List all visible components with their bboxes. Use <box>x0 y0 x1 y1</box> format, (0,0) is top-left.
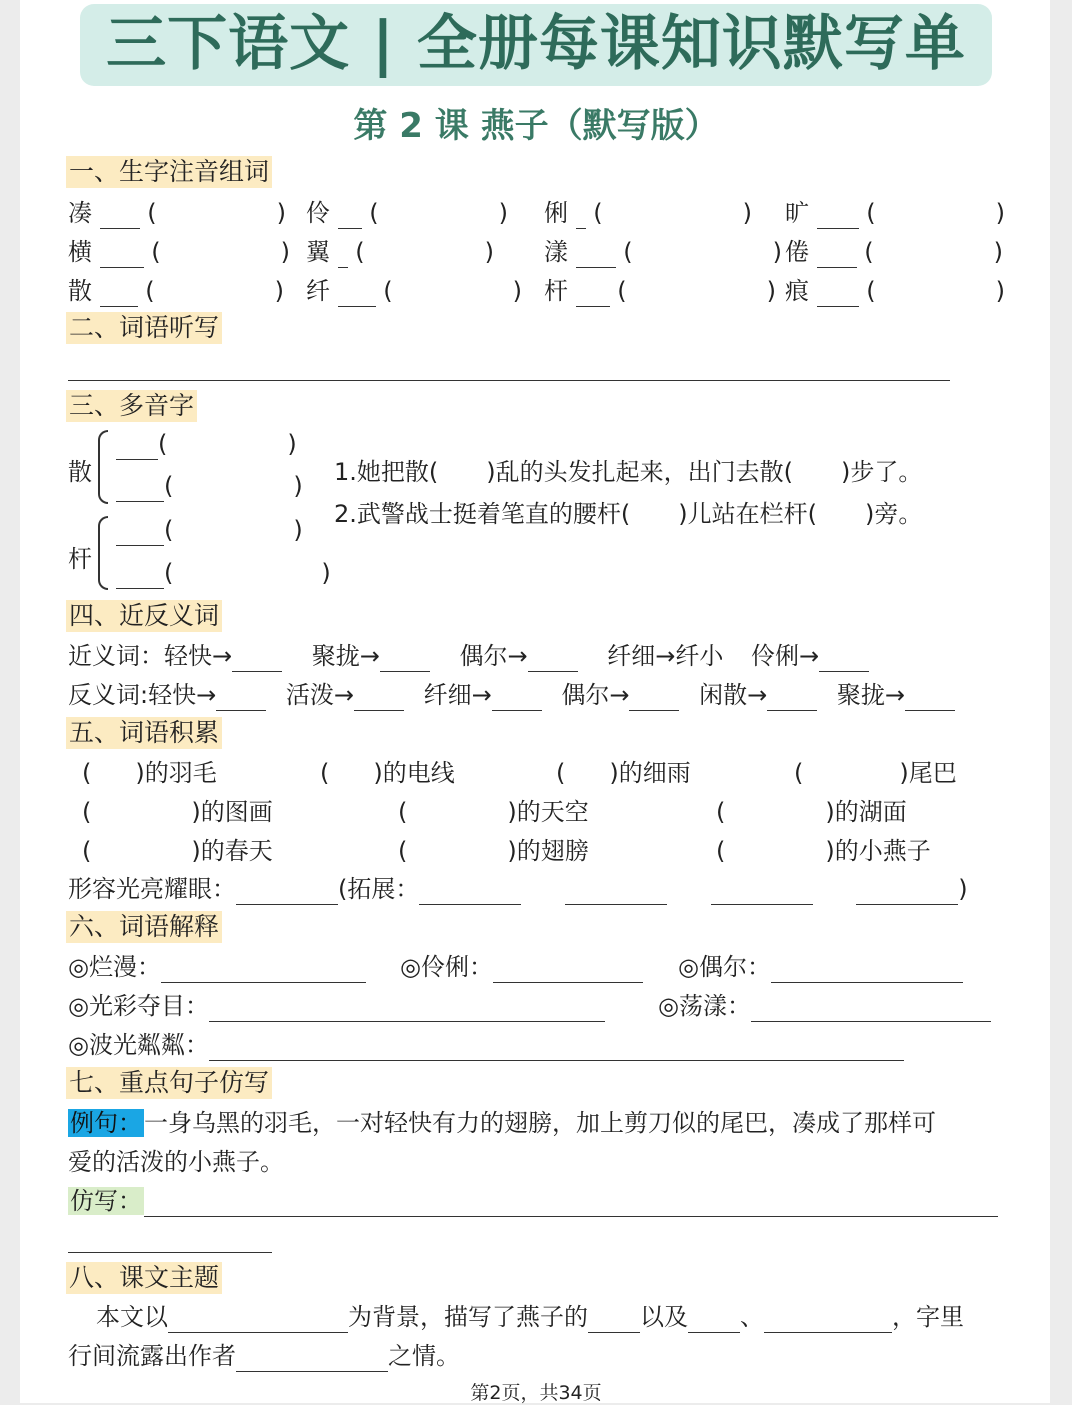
definition-dangyang <box>658 990 991 1022</box>
example-sentence-line-2: 爱的活泼的小燕子。 <box>68 1148 284 1176</box>
answer-blank[interactable] <box>856 878 958 905</box>
word-group-item: 散 ( ) <box>68 277 285 305</box>
theme-text: 为背景，描写了燕子的 <box>348 1303 588 1331</box>
theme-paragraph-line-2 <box>68 1340 460 1372</box>
polyphone-char-gan: 杆 <box>68 545 92 573</box>
pinyin-blank[interactable] <box>817 280 859 307</box>
polyphone-sentence-1: 1.她把散( )乱的头发扎起来，出门去散( )步了。 <box>334 458 923 486</box>
answer-blank[interactable] <box>209 1034 904 1061</box>
dictation-line[interactable] <box>68 380 950 381</box>
definition-word: ◎偶尔： <box>678 953 771 981</box>
answer-blank[interactable] <box>767 684 817 711</box>
polyphone-gan-2: ( ) <box>116 557 331 589</box>
definition-word: ◎荡漾： <box>658 992 751 1020</box>
pinyin-blank[interactable] <box>100 280 138 307</box>
bright-label: 形容光亮耀眼： <box>68 875 236 903</box>
answer-blank[interactable] <box>905 684 955 711</box>
example-label: 例句： <box>70 1109 142 1137</box>
answer-blank[interactable] <box>688 1306 740 1333</box>
phrase-item: ( )的细雨 <box>556 759 691 787</box>
phrase-text: )尾巴 <box>899 759 957 787</box>
pinyin-blank[interactable] <box>338 280 376 307</box>
phrase-item: ( )的翅膀 <box>398 837 589 865</box>
theme-text: 、 <box>740 1303 764 1331</box>
word-group-item: 俐 ( ) <box>544 199 753 227</box>
answer-blank[interactable] <box>565 878 667 905</box>
pinyin-blank[interactable] <box>116 475 164 502</box>
definition-guangcai <box>68 990 605 1022</box>
phrase-item: ( )尾巴 <box>794 759 957 787</box>
polyphone-gan-1: ( ) <box>116 514 303 546</box>
polyphone-san-2: ( ) <box>116 470 303 502</box>
pinyin-blank[interactable] <box>817 202 859 229</box>
antonym-item: 活泼→ <box>285 681 354 709</box>
answer-blank[interactable] <box>528 645 578 672</box>
answer-blank[interactable] <box>819 645 869 672</box>
antonym-item: 闲散→ <box>699 681 768 709</box>
imitation-label: 仿写： <box>70 1187 142 1215</box>
word-group-item: 倦 ( ) <box>785 238 1004 266</box>
phrase-text: )的细雨 <box>609 759 691 787</box>
definition-word: ◎波光粼粼： <box>68 1031 209 1059</box>
pinyin-blank[interactable] <box>100 202 140 229</box>
bright-words-row: 形容光亮耀眼： (拓展： ) <box>68 875 968 903</box>
polyphone-char-san: 散 <box>68 458 92 486</box>
section-8-heading: 八、课文主题 <box>66 1262 222 1294</box>
phrase-text: )的天空 <box>507 798 589 826</box>
definition-word: ◎伶俐： <box>400 953 493 981</box>
character: 俐 <box>544 199 568 227</box>
answer-blank[interactable] <box>144 1190 998 1217</box>
theme-paragraph-line-1 <box>96 1301 964 1333</box>
word-group-item: 纤 ( ) <box>306 277 523 305</box>
word-group-item: 横 ( ) <box>68 238 291 266</box>
page-footer: 第2页，共34页 <box>470 1382 602 1404</box>
character: 横 <box>68 238 92 266</box>
answer-blank[interactable] <box>161 956 366 983</box>
answer-blank[interactable] <box>764 1306 892 1333</box>
pinyin-blank[interactable] <box>817 241 857 268</box>
answer-blank[interactable] <box>168 1306 348 1333</box>
answer-blank[interactable] <box>236 1345 388 1372</box>
answer-blank[interactable] <box>751 995 991 1022</box>
phrase-item: ( )的小燕子 <box>716 837 931 865</box>
phrase-item: ( )的天空 <box>398 798 589 826</box>
pinyin-blank[interactable] <box>576 202 586 229</box>
imitation-row <box>68 1185 998 1217</box>
definition-lingli <box>400 951 643 983</box>
theme-text: 本文以 <box>96 1303 168 1331</box>
antonym-label: 反义词: <box>68 681 149 709</box>
answer-blank[interactable] <box>771 956 963 983</box>
character: 杆 <box>544 277 568 305</box>
character: 倦 <box>785 238 809 266</box>
answer-blank[interactable] <box>629 684 679 711</box>
polyphone-san-1: ( ) <box>116 428 297 460</box>
phrase-text: )的电线 <box>373 759 455 787</box>
character: 散 <box>68 277 92 305</box>
word-group-item: 伶 ( ) <box>306 199 509 227</box>
polyphone-sentence-2: 2.武警战士挺着笔直的腰杆( )儿站在栏杆( )旁。 <box>334 500 923 528</box>
synonyms-row <box>68 640 869 672</box>
synonym-label: 近义词： <box>68 642 164 670</box>
antonym-item: 聚拢→ <box>836 681 905 709</box>
theme-text: 以及 <box>640 1303 688 1331</box>
synonym-item: 伶俐→ <box>751 642 820 670</box>
character: 伶 <box>306 199 330 227</box>
section-6-heading: 六、词语解释 <box>66 911 222 943</box>
brace-san <box>98 430 108 504</box>
answer-blank[interactable] <box>419 878 521 905</box>
section-7-heading: 七、重点句子仿写 <box>66 1067 272 1099</box>
section-2-heading: 二、词语听写 <box>66 312 222 344</box>
answer-blank[interactable] <box>209 995 605 1022</box>
phrase-text: )的湖面 <box>825 798 907 826</box>
synonym-item: 纤细→纤小 <box>607 642 724 670</box>
answer-blank[interactable] <box>492 684 542 711</box>
example-sentence-line-1 <box>68 1107 936 1139</box>
answer-blank[interactable] <box>232 645 282 672</box>
pinyin-blank[interactable] <box>338 241 348 268</box>
example-text: 一身乌黑的羽毛，一对轻快有力的翅膀，加上剪刀似的尾巴，凑成了那样可 <box>144 1109 936 1137</box>
word-group-item: 凑 ( ) <box>68 199 287 227</box>
phrase-item: ( )的电线 <box>320 759 455 787</box>
definition-boguang <box>68 1029 904 1061</box>
word-group-item: 痕 ( ) <box>785 277 1006 305</box>
phrase-text: )的图画 <box>191 798 273 826</box>
section-4-heading: 四、近反义词 <box>66 600 222 632</box>
pinyin-blank[interactable] <box>116 433 158 460</box>
answer-blank[interactable] <box>380 645 430 672</box>
word-group-item: 旷 ( ) <box>785 199 1006 227</box>
pinyin-blank[interactable] <box>100 241 144 268</box>
pinyin-blank[interactable] <box>576 280 610 307</box>
definition-ouer <box>678 951 963 983</box>
answer-blank[interactable] <box>236 878 338 905</box>
banner-title: 三下语文 | 全册每课知识默写单 <box>106 9 966 79</box>
phrase-item: ( )的图画 <box>82 798 273 826</box>
word-group-item: 翼 ( ) <box>306 238 495 266</box>
character: 翼 <box>306 238 330 266</box>
theme-text: 之情。 <box>388 1342 460 1370</box>
definition-lanman <box>68 951 366 983</box>
answer-blank[interactable] <box>588 1306 640 1333</box>
imitation-line-2[interactable] <box>68 1252 272 1253</box>
phrase-item: ( )的春天 <box>82 837 273 865</box>
answer-blank[interactable] <box>711 878 813 905</box>
phrase-text: )的羽毛 <box>135 759 217 787</box>
character: 痕 <box>785 277 809 305</box>
pinyin-blank[interactable] <box>338 202 362 229</box>
phrase-text: )的小燕子 <box>825 837 931 865</box>
pinyin-blank[interactable] <box>116 519 164 546</box>
antonym-item: 轻快→ <box>148 681 217 709</box>
lesson-title: 第 2 课 燕子（默写版） <box>353 106 719 146</box>
answer-blank[interactable] <box>354 684 404 711</box>
character: 漾 <box>544 238 568 266</box>
answer-blank[interactable] <box>493 956 643 983</box>
section-5-heading: 五、词语积累 <box>66 717 222 749</box>
section-3-heading: 三、多音字 <box>66 390 197 422</box>
answer-blank[interactable] <box>216 684 266 711</box>
definition-word: ◎烂漫： <box>68 953 161 981</box>
section-1-heading: 一、生字注音组词 <box>66 156 272 188</box>
word-group-item: 杆 ( ) <box>544 277 777 305</box>
theme-text: ，字里 <box>892 1303 964 1331</box>
antonym-item: 纤细→ <box>423 681 492 709</box>
synonym-item: 偶尔→ <box>459 642 528 670</box>
phrase-text: )的春天 <box>191 837 273 865</box>
character: 凑 <box>68 199 92 227</box>
brace-gan <box>98 516 108 590</box>
synonym-item: 聚拢→ <box>311 642 380 670</box>
character: 纤 <box>306 277 330 305</box>
phrase-text: )的翅膀 <box>507 837 589 865</box>
phrase-item: ( )的湖面 <box>716 798 907 826</box>
word-group-item: 漾 ( ) <box>544 238 783 266</box>
antonyms-row <box>68 679 955 711</box>
synonym-item: 轻快→ <box>164 642 233 670</box>
pinyin-blank[interactable] <box>116 562 164 589</box>
extend-label: (拓展： <box>338 875 420 903</box>
phrase-item: ( )的羽毛 <box>82 759 217 787</box>
pinyin-blank[interactable] <box>576 241 616 268</box>
definition-word: ◎光彩夺目： <box>68 992 209 1020</box>
antonym-item: 偶尔→ <box>561 681 630 709</box>
character: 旷 <box>785 199 809 227</box>
theme-text: 行间流露出作者 <box>68 1342 236 1370</box>
